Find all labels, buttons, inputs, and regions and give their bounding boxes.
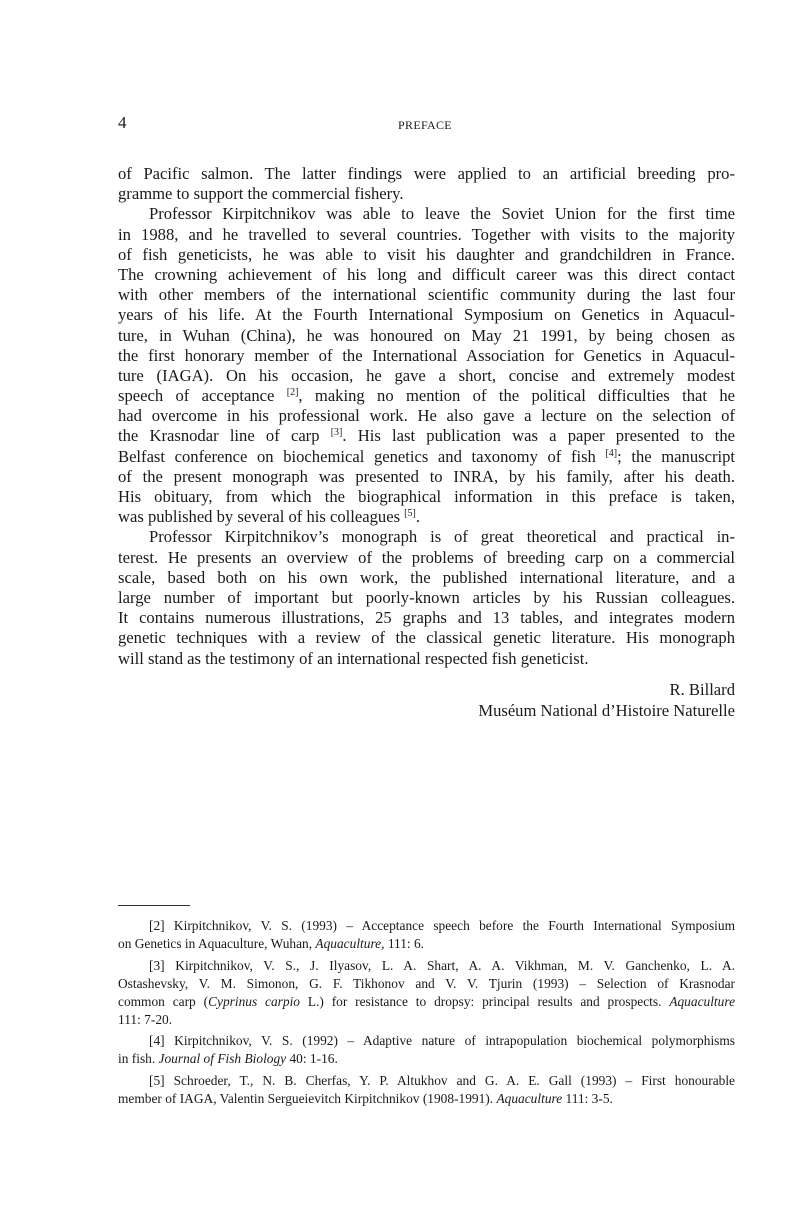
footnote-line bbox=[118, 993, 735, 1011]
body-text bbox=[118, 164, 735, 669]
body-line bbox=[118, 507, 735, 527]
text-segment: [4] Kirpitchnikov, V. S. (1992) – Adaptive nature of intrapopulation biochemical polymorphisms bbox=[149, 1033, 735, 1048]
text-segment: Cyprinus carpio bbox=[208, 993, 300, 1009]
body-line bbox=[118, 265, 735, 285]
text-segment: ture (IAGA). On his occasion, he gave a short, concise and extremely modest bbox=[118, 365, 735, 385]
footnote-line bbox=[118, 935, 735, 953]
footnote-line bbox=[118, 1032, 735, 1050]
body-line bbox=[118, 628, 735, 648]
text-segment: on Genetics in Aquaculture, Wuhan, bbox=[118, 936, 316, 951]
text-segment: member of IAGA, Valentin Sergueievitch Kirpitchnikov (1908-1991). bbox=[118, 1090, 497, 1106]
text-segment: of fish geneticists, he was able to visit his daughter and grandchildren in France. bbox=[118, 244, 735, 264]
text-segment: will stand as the testimony of an international respected fish geneticist. bbox=[118, 648, 589, 668]
body-line bbox=[118, 608, 735, 628]
text-segment: 111: 7-20. bbox=[118, 1011, 173, 1027]
text-segment: 40: 1-16. bbox=[286, 1051, 338, 1066]
body-line bbox=[118, 225, 735, 245]
text-segment: of the present monograph was presented to INRA, by his family, after his death. bbox=[118, 466, 735, 486]
text-segment: ; the manuscript bbox=[617, 446, 735, 466]
body-line bbox=[118, 386, 735, 406]
body-line bbox=[118, 305, 735, 325]
body-line bbox=[118, 568, 735, 588]
text-segment: [3] Kirpitchnikov, V. S., J. Ilyasov, L. A. Shart, A. A. Vikhman, M. V. Ganchenko, L. A. bbox=[149, 957, 735, 973]
text-segment: in fish. bbox=[118, 1051, 159, 1066]
text-segment: in 1988, and he travelled to several countries. Together with visits to the majority bbox=[118, 224, 735, 244]
text-segment: L.) for resistance to dropsy: principal results and prospects. bbox=[300, 993, 670, 1009]
text-segment: years of his life. At the Fourth International Symposium on Genetics in Aquacul- bbox=[118, 305, 735, 325]
text-segment: gramme to support the commercial fishery. bbox=[118, 184, 404, 204]
text-segment: [5] Schroeder, T., N. B. Cherfas, Y. P. Altukhov and G. A. E. Gall (1993) – First honourable bbox=[149, 1072, 735, 1088]
text-segment: His obituary, from which the biographical information in this preface is taken, bbox=[118, 487, 735, 506]
body-line bbox=[118, 164, 735, 184]
text-segment: Professor Kirpitchnikov’s monograph is of great theoretical and practical in- bbox=[149, 527, 735, 547]
footnote-reference: [5] bbox=[404, 508, 416, 520]
body-line bbox=[118, 548, 735, 568]
text-segment: large number of important but poorly-known articles by his Russian colleagues. bbox=[118, 587, 735, 607]
text-segment: with other members of the international scientific community during the last four bbox=[118, 285, 735, 305]
footnote-line bbox=[118, 1011, 735, 1029]
footnote-line bbox=[118, 975, 735, 993]
footnote-reference: [3] bbox=[330, 427, 343, 439]
text-segment: Belfast conference on biochemical genetics and taxonomy of fish bbox=[118, 446, 606, 466]
signature-name: R. Billard bbox=[669, 680, 735, 699]
text-segment: of Pacific salmon. The latter findings were applied to an artificial breeding pro- bbox=[118, 164, 735, 183]
body-line bbox=[118, 326, 735, 346]
text-segment: The crowning achievement of his long and difficult career was this direct contact bbox=[118, 264, 735, 284]
text-segment: Journal of Fish Biology bbox=[158, 1051, 287, 1066]
text-segment: the Krasnodar line of carp bbox=[118, 426, 331, 446]
signature-affiliation: Muséum National d’Histoire Naturelle bbox=[478, 701, 735, 720]
body-line bbox=[118, 588, 735, 608]
text-segment: ture, in Wuhan (China), he was honoured on May 21 1991, by being chosen as bbox=[118, 325, 735, 345]
text-segment: Ostashevsky, V. M. Simonon, G. F. Tikhonov and V. V. Tjurin (1993) – Selection of Krasnodar bbox=[118, 975, 735, 991]
text-segment: Aquaculture, bbox=[315, 936, 385, 951]
body-line bbox=[118, 204, 735, 224]
text-segment: speech of acceptance bbox=[118, 386, 287, 406]
footnote-line bbox=[118, 1072, 735, 1090]
text-segment: . His last publication was a paper presented to the bbox=[342, 426, 735, 446]
text-segment: had overcome in his professional work. He also gave a lecture on the selection of bbox=[118, 406, 735, 426]
text-segment: genetic techniques with a review of the classical genetic literature. His monograph bbox=[118, 628, 735, 648]
footnote-line bbox=[118, 957, 735, 975]
footnotes bbox=[118, 917, 735, 1108]
footnote-reference: [2] bbox=[286, 387, 299, 399]
footnote-line bbox=[118, 917, 735, 935]
text-segment: Aquaculture bbox=[669, 993, 736, 1009]
body-line bbox=[118, 366, 735, 386]
text-segment: was published by several of his colleagues bbox=[118, 507, 405, 527]
text-segment: Professor Kirpitchnikov was able to leave the Soviet Union for the first time bbox=[149, 204, 735, 224]
text-segment: scale, based both on his own work, the published international literature, and a bbox=[118, 567, 735, 587]
body-line bbox=[118, 184, 735, 204]
text-segment: common carp ( bbox=[118, 993, 209, 1009]
footnote-line bbox=[118, 1090, 735, 1108]
body-line bbox=[118, 426, 735, 446]
body-line bbox=[118, 487, 735, 507]
text-segment: . bbox=[415, 507, 420, 527]
body-line bbox=[118, 467, 735, 487]
body-line bbox=[118, 406, 735, 426]
text-segment: 111: 6. bbox=[384, 936, 425, 951]
body-line bbox=[118, 285, 735, 305]
text-segment: , making no mention of the political difficulties that he bbox=[298, 386, 735, 406]
footnote-rule bbox=[118, 905, 190, 906]
body-line bbox=[118, 245, 735, 265]
body-line bbox=[118, 527, 735, 547]
footnote-line bbox=[118, 1050, 735, 1068]
text-segment: terest. He presents an overview of the problems of breeding carp on a commercial bbox=[118, 547, 735, 567]
text-segment: It contains numerous illustrations, 25 graphs and 13 tables, and integrates modern bbox=[118, 608, 735, 628]
footnote-reference: [4] bbox=[605, 447, 618, 459]
running-head: PREFACE bbox=[398, 118, 452, 132]
body-line bbox=[118, 346, 735, 366]
page-number: 4 bbox=[118, 113, 127, 132]
text-segment: the first honorary member of the International Association for Genetics in Aquacul- bbox=[118, 345, 735, 365]
body-line bbox=[118, 649, 735, 669]
text-segment: Aquaculture bbox=[496, 1090, 563, 1106]
body-line bbox=[118, 447, 735, 467]
text-segment: [2] Kirpitchnikov, V. S. (1993) – Acceptance speech before the Fourth International Symposium bbox=[149, 918, 735, 933]
text-segment: 111: 3-5. bbox=[562, 1090, 613, 1106]
